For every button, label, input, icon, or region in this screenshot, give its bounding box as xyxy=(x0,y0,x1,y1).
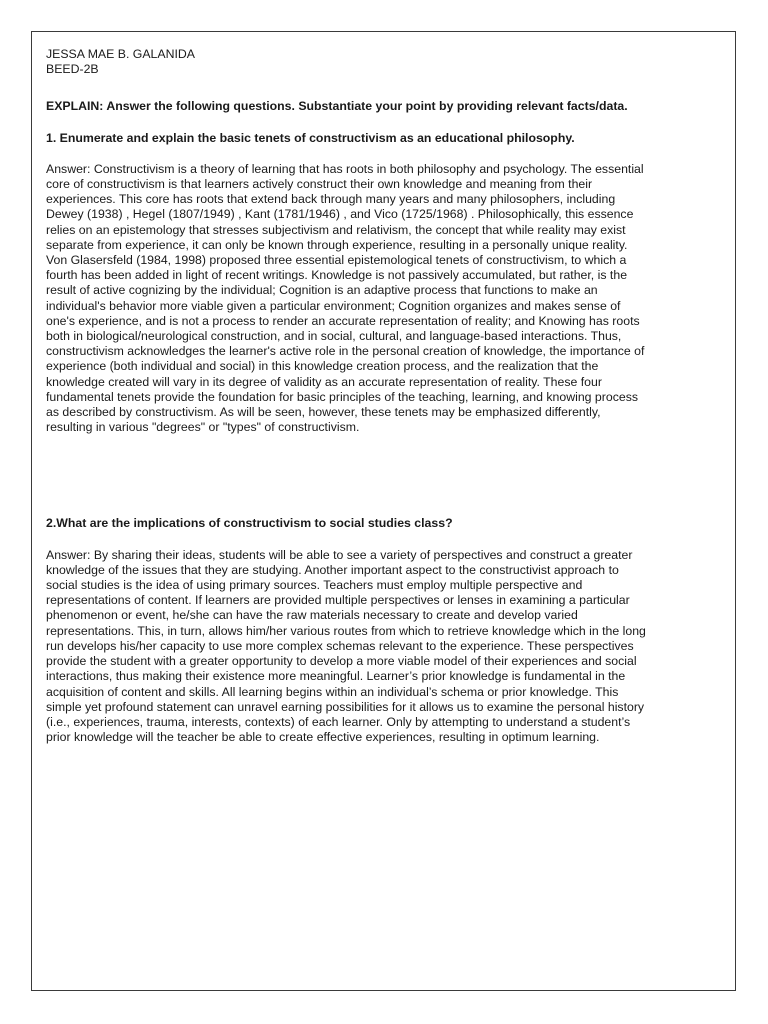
answer-line: simple yet profound statement can unravel earning possibilities for it allows us to examine the personal history xyxy=(46,699,645,714)
answer-line: (i.e., experiences, trauma, interests, contexts) of each learner. Only by attempting to understand a student’s xyxy=(46,714,631,729)
answer-line: as described by constructivism. As will be seen, however, these tenets may be emphasized differently, xyxy=(46,405,601,420)
answer-line: relies on an epistemology that stresses subjectivism and relativism, the concept that while reality may exist xyxy=(46,222,626,237)
question-1-heading: 1. Enumerate and explain the basic tenets of constructivism as an educational philosophy. xyxy=(46,130,575,145)
student-name: JESSA MAE B. GALANIDA xyxy=(46,47,195,61)
answer-line: constructivism acknowledges the learner's active role in the personal creation of knowledge, the importance of xyxy=(46,344,645,359)
answer-line: acquisition of content and skills. All learning begins within an individual’s schema or prior knowledge. This xyxy=(46,684,619,699)
answer-line: fundamental tenets provide the foundation for basic principles of the teaching, learning, and knowing process xyxy=(46,389,638,404)
answer-line: knowledge of the issues that they are studying. Another important aspect to the constructivist approach to xyxy=(46,562,619,577)
answer-line: interactions, thus making their existence more meaningful. Learner’s prior knowledge is fundamental in the xyxy=(46,669,626,684)
answer-line: provide the student with a greater opportunity to develop a more viable model of their experiences and social xyxy=(46,654,637,669)
document-content xyxy=(46,47,726,745)
answer-line: Von Glasersfeld (1984, 1998) proposed three essential epistemological tenets of constructivism, to which a xyxy=(46,253,627,268)
answer-line: Answer: Constructivism is a theory of learning that has roots in both philosophy and psychology. The essential xyxy=(46,161,644,176)
answer-line: run develops his/her capacity to use more complex schemas relevant to the experience. These perspectives xyxy=(46,638,634,653)
answer-line: fourth has been added in light of recent writings. Knowledge is not passively accumulated, but rather, is the xyxy=(46,268,628,283)
answer-line: result of active cognizing by the individual; Cognition is an adaptive process that functions to make an xyxy=(46,283,598,298)
answer-line: Dewey (1938) , Hegel (1807/1949) , Kant (1781/1946) , and Vico (1725/1968) . Philosophically, this essence xyxy=(46,207,634,222)
answer-line: separate from experience, it can only be known through experience, resulting in a personally unique reality. xyxy=(46,237,628,252)
answer-line: Answer: By sharing their ideas, students will be able to see a variety of perspectives and construct a greater xyxy=(46,547,633,562)
answer-line: resulting in various "degrees" or "types" of constructivism. xyxy=(46,420,360,435)
answer-line: core of constructivism is that learners actively construct their own knowledge and meaning from their xyxy=(46,177,593,192)
answer-line: experience (both individual and social) in this knowledge creation process, and the realization that the xyxy=(46,359,599,374)
answer-line: knowledge created will vary in its degree of validity as an accurate representation of reality. These four xyxy=(46,374,602,389)
instruction-heading: EXPLAIN: Answer the following questions. Substantiate your point by providing relevant facts/data. xyxy=(46,99,628,114)
answer-line: individual's behavior more viable given a particular environment; Cognition organizes and makes sense of xyxy=(46,298,621,313)
answer-line: social studies is the idea of using primary sources. Teachers must employ multiple perspective and xyxy=(46,578,583,593)
answer-line: representations. This, in turn, allows him/her various routes from which to retrieve knowledge which in the long xyxy=(46,623,646,638)
answer-line: one's experience, and is not a process to render an accurate representation of reality; and Knowing has roots xyxy=(46,313,640,328)
answer-line: both in biological/neurological construction, and in social, cultural, and language-based interactions. Thus, xyxy=(46,329,622,344)
question-1-answer xyxy=(46,162,726,436)
answer-line: prior knowledge will the teacher be able to create effective experiences, resulting in optimum learning. xyxy=(46,730,600,745)
answer-line: phenomenon or event, he/she can have the raw materials necessary to create and develop varied xyxy=(46,608,578,623)
student-course: BEED-2B xyxy=(46,62,99,77)
student-header xyxy=(46,47,726,77)
question-2-heading: 2.What are the implications of constructivism to social studies class? xyxy=(46,516,453,531)
document-page xyxy=(31,31,736,991)
answer-line: experiences. This core has roots that extend back through many years and many philosophers, including xyxy=(46,192,616,207)
answer-line: representations of content. If learners are provided multiple perspectives or lenses in examining a particular xyxy=(46,593,630,608)
question-2-answer xyxy=(46,548,726,746)
